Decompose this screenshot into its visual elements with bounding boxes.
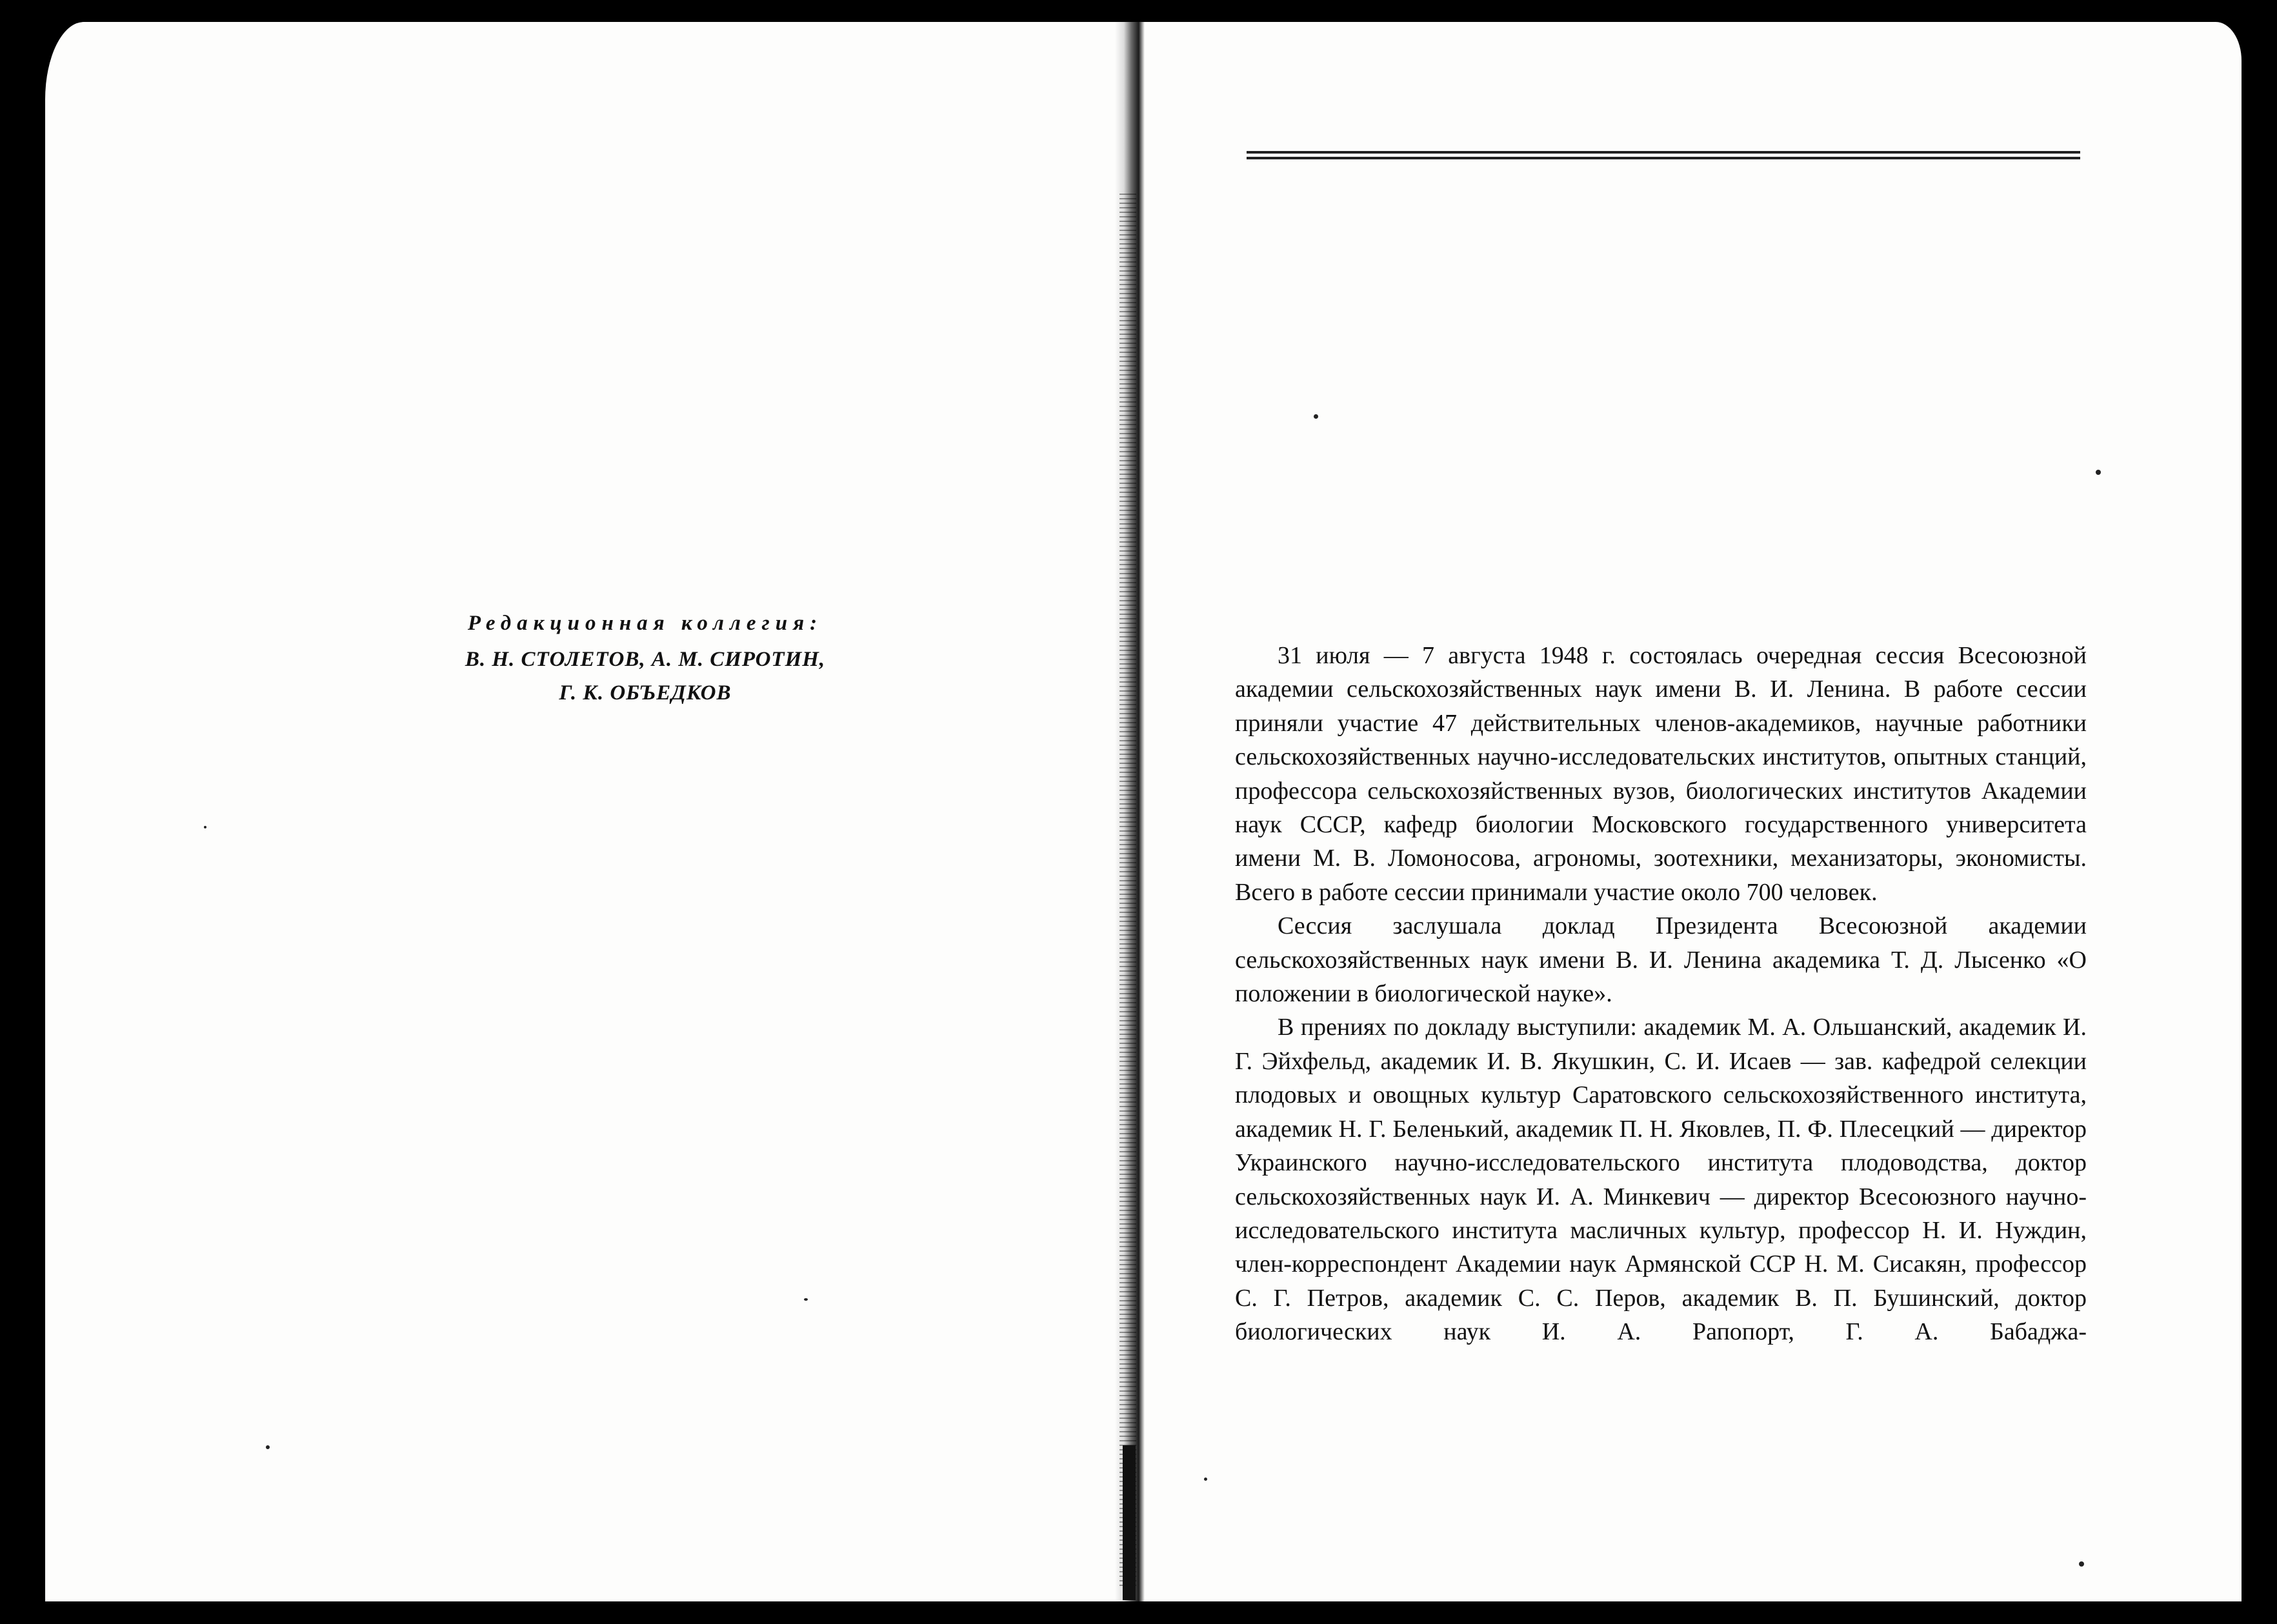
editorial-board-label: Редакционная коллегия: [467, 612, 823, 635]
spine-texture [1119, 194, 1136, 1587]
editorial-board [387, 606, 903, 710]
scan-speck [2096, 470, 2101, 475]
body-text [1235, 639, 2087, 1349]
editorial-board-members-line-2: Г. К. ОБЪЕДКОВ [559, 681, 732, 705]
scan-speck [2079, 1561, 2084, 1567]
paragraph-1: 31 июля — 7 августа 1948 г. состоялась очередная сессия Всесоюзной академии сельскохозяйственных наук имени В. И. Ленина. В работе сессии приняли участие 47 действительных членов-академиков, научные работники сельскохозяйственных научно-исследовательских институтов, опытных станций, профессора сельскохозяйственных вузов, биологических институтов Академии наук СССР, кафедр биологии Московского государственного университета имени М. В. Ломоносова, агрономы, зоотехники, механизаторы, экономисты. Всего в работе сессии принимали участие около 700 человек. [1235, 642, 2087, 906]
paragraph-3: В прениях по докладу выступили: академик М. А. Ольшанский, академик И. Г. Эйхфельд, академик И. В. Якушкин, С. И. Исаев — зав. кафедрой селекции плодовых и овощных культур Саратовского сельскохозяйственного института, академик Н. Г. Беленький, академик П. Н. Яковлев, П. Ф. Плесецкий — директор Украинского научно-исследовательского института плодоводства, доктор сельскохозяйственных наук И. А. Минкевич — директор Всесоюзного научно-исследовательского института масличных культур, профессор Н. И. Нуждин, член-корреспондент Академии наук Армянской ССР Н. М. Сисакян, профессор С. Г. Петров, академик С. С. Перов, академик В. П. Бушинский, доктор биологических наук И. А. Рапопорт, Г. А. Бабаджа- [1235, 1014, 2087, 1346]
scan-speck [204, 826, 206, 828]
editorial-board-members-line-1: В. Н. СТОЛЕТОВ, А. М. СИРОТИН, [465, 648, 826, 671]
paragraph-2: Сессия заслушала доклад Президента Всесоюзной академии сельскохозяйственных наук имени В. И. Ленина академика Т. Д. Лысенко «О положении в биологической науке». [1235, 912, 2087, 1008]
scan-speck [804, 1298, 808, 1301]
scan-speck [1314, 414, 1318, 419]
spine-shadow [1123, 1445, 1136, 1600]
left-page [45, 22, 1121, 1601]
scan-speck [266, 1445, 270, 1449]
scan-speck [1204, 1478, 1207, 1481]
header-double-rule [1247, 151, 2080, 159]
